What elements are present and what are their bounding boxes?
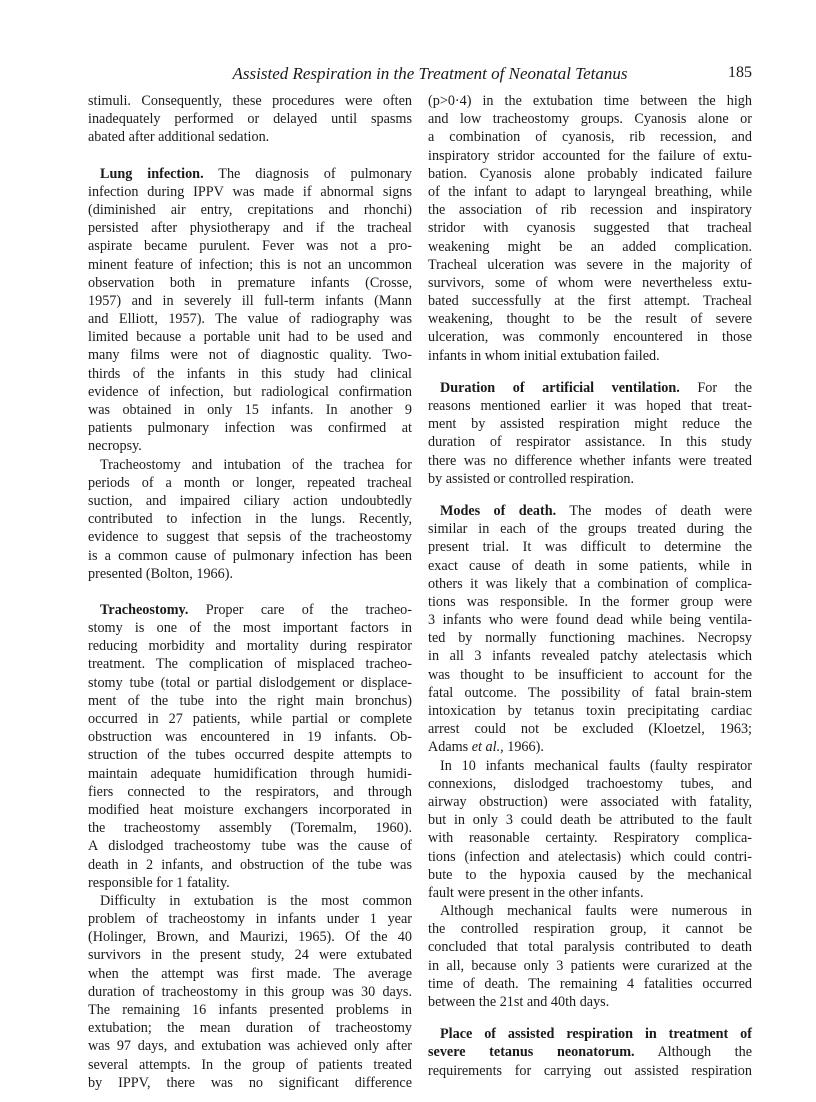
text-line: treatment. The complication of misplaced tracheo- bbox=[88, 656, 412, 673]
text-line: requirements for carrying out assisted respiration bbox=[428, 1062, 752, 1079]
text-line: fatal outcome. The possibility of fatal brain-stem bbox=[428, 684, 752, 701]
text-line: and low tracheostomy groups. Cyanosis alone or bbox=[428, 111, 752, 128]
text-line: modified heat moisture exchangers incorporated in bbox=[88, 801, 412, 818]
text-line: contributed to infection in the lungs. Recently, bbox=[88, 511, 412, 528]
text-line: by assisted or controlled respiration. bbox=[428, 470, 635, 487]
text-line: infants in whom initial extubation failed. bbox=[428, 347, 660, 364]
running-head bbox=[88, 64, 752, 86]
text-line: The remaining 16 infants presented problems in bbox=[88, 1002, 412, 1018]
text-line: bated successfully at the first attempt. Tracheal bbox=[428, 293, 752, 310]
text-line: in all 3 infants revealed patchy atelectasis which bbox=[428, 648, 752, 665]
text-line bbox=[428, 502, 752, 520]
text-line: observation both in premature infants (Crosse, bbox=[88, 274, 412, 291]
left-column bbox=[88, 92, 412, 1092]
text-line: was obtained in only 15 infants. In another 9 bbox=[88, 402, 412, 418]
text-line: stridor with cyanosis suggested that tracheal bbox=[428, 220, 752, 237]
text-line: 3 infants who were found dead while being ventila- bbox=[428, 612, 752, 629]
text-line: abated after additional sedation. bbox=[88, 129, 270, 146]
text-segment: The diagnosis of pulmonary bbox=[203, 165, 413, 182]
text-line: is a common cause of pulmonary infection has been bbox=[88, 547, 412, 564]
text-line bbox=[88, 601, 412, 619]
text-line: aspirate became purulent. Fever was not a pro- bbox=[88, 238, 412, 255]
text-line: duration of respirator assistance. In this study bbox=[428, 434, 752, 451]
text-line: the controlled respiration group, it cannot be bbox=[428, 921, 752, 938]
text-line: survivors in the present study, 24 were extubated bbox=[88, 947, 412, 964]
section-paragraph bbox=[88, 165, 412, 456]
text-line: time of death. The remaining 4 fatalities occurred bbox=[428, 975, 752, 992]
text-line: (diminished air entry, crepitations and rhonchi) bbox=[88, 201, 412, 218]
section-paragraph bbox=[428, 502, 752, 757]
running-title: Assisted Respiration in the Treatment of Neonatal Tetanus bbox=[232, 64, 628, 83]
text-line: problem of tracheostomy in infants under 1 year bbox=[88, 911, 412, 928]
text-line: survivors, some of whom were nevertheless extu- bbox=[428, 274, 752, 291]
section-heading: Place of assisted respiration in treatment of bbox=[440, 1026, 752, 1043]
text-line: with reasonable certainty. Respiratory complica- bbox=[428, 830, 752, 847]
text-line: Although mechanical faults were numerous in bbox=[440, 903, 752, 920]
section-heading: severe tetanus neonatorum. bbox=[428, 1044, 635, 1061]
text-line: in all, because only 3 patients were curarized at the bbox=[428, 957, 752, 974]
text-line: concluded that total paralysis contributed to death bbox=[428, 939, 752, 956]
section-heading: Tracheostomy. bbox=[100, 601, 189, 618]
text-line: periods of a month or longer, repeated tracheal bbox=[88, 474, 412, 491]
text-line: struction of the tubes occurred despite attempts to bbox=[88, 747, 412, 764]
text-line: inadequately performed or delayed until spasms bbox=[88, 111, 412, 128]
paragraph bbox=[428, 902, 752, 1011]
text-line: when the attempt was first made. The average bbox=[88, 965, 412, 982]
text-line: ment by assisted respiration might reduce the bbox=[428, 416, 752, 433]
paragraph bbox=[428, 757, 752, 903]
text-line: Tracheal ulceration was severe in the majority of bbox=[428, 256, 752, 273]
text-line: tions (infection and atelectasis) which could contri- bbox=[428, 848, 752, 865]
text-line: patients pulmonary infection was confirmed at bbox=[88, 420, 412, 437]
text-line bbox=[428, 1025, 752, 1043]
text-line: others it was likely that a combination of complica- bbox=[428, 575, 752, 592]
section-heading: Modes of death. bbox=[440, 502, 557, 519]
page-number: 185 bbox=[728, 64, 752, 81]
text-line bbox=[428, 738, 752, 756]
text-line: responsible for 1 fatality. bbox=[88, 874, 230, 891]
section-paragraph bbox=[428, 379, 752, 488]
text-line: necropsy. bbox=[88, 438, 142, 455]
text-line: Difficulty in extubation is the most common bbox=[100, 892, 412, 909]
text-line: death in 2 infants, and obstruction of the tube was bbox=[88, 856, 412, 873]
text-line: weakening might be an added complication. bbox=[428, 238, 752, 255]
right-column bbox=[428, 92, 752, 1080]
text-line: duration of tracheostomy in this group was 30 days. bbox=[88, 983, 412, 1000]
text-segment: For the bbox=[679, 379, 752, 396]
text-line: ted by normally functioning machines. Necropsy bbox=[428, 630, 752, 647]
text-segment: Adams bbox=[428, 739, 472, 756]
section-heading: Lung infection. bbox=[100, 165, 204, 182]
text-line: was thought to be insufficient to account for the bbox=[428, 666, 752, 683]
text-line: persisted after physiotherapy and if the tracheal bbox=[88, 220, 412, 237]
text-line: bation. Cyanosis alone probably indicated failure bbox=[428, 165, 752, 182]
text-segment: , 1966). bbox=[500, 739, 544, 756]
text-line: evidence of infection, but radiological confirmation bbox=[88, 383, 412, 400]
text-line: between the 21st and 40th days. bbox=[428, 994, 610, 1010]
italic-text: et al. bbox=[471, 739, 501, 756]
text-line: obstruction was encountered in 19 infants. Ob- bbox=[88, 729, 412, 746]
text-line: exact cause of death in some patients, while in bbox=[428, 557, 752, 574]
text-line: stomy is one of the most important factors in bbox=[88, 620, 412, 637]
text-line: ulceration, was commonly encountered in those bbox=[428, 329, 752, 346]
text-line bbox=[428, 379, 752, 397]
text-line: extubation; the mean duration of tracheostomy bbox=[88, 1020, 412, 1037]
text-line bbox=[88, 165, 412, 183]
paragraph bbox=[428, 92, 752, 365]
section-paragraph bbox=[88, 601, 412, 892]
text-line: limited because a portable unit had to be used and bbox=[88, 329, 412, 346]
text-line: 1957) and in severely ill full-term infants (Mann bbox=[88, 292, 412, 309]
text-line: of the infant to adapt to laryngeal breathing, while bbox=[428, 183, 752, 200]
text-line: infection during IPPV was made if abnormal signs bbox=[88, 183, 412, 200]
text-line: (Holinger, Brown, and Maurizi, 1965). Of the 40 bbox=[88, 929, 412, 946]
text-line: airway obstruction) were associated with fatality, bbox=[428, 793, 752, 810]
text-line: present trial. It was difficult to determine the bbox=[428, 539, 752, 556]
text-line: was 97 days, and extubation was achieved only after bbox=[88, 1038, 412, 1055]
text-line: evidence to suggest that sepsis of the tracheostomy bbox=[88, 529, 412, 546]
text-line: minent feature of infection; this is not an uncommon bbox=[88, 256, 412, 273]
text-line: a combination of cyanosis, rib recession, and bbox=[428, 129, 752, 146]
text-segment: Although the bbox=[634, 1044, 752, 1061]
text-line bbox=[428, 1043, 752, 1061]
text-line: but in only 3 could death be attributed to the fault bbox=[428, 812, 752, 829]
section-paragraph bbox=[428, 1025, 752, 1080]
text-line: weakening, thought to be the result of severe bbox=[428, 311, 752, 328]
paragraph bbox=[88, 92, 412, 147]
text-line: fault were present in the other infants. bbox=[428, 884, 644, 901]
text-line: many films were not of diagnostic quality. Two- bbox=[88, 347, 412, 364]
text-line: connexions, dislodged trachoestomy tubes, and bbox=[428, 775, 752, 792]
paragraph bbox=[88, 892, 412, 1092]
text-line: by IPPV, there was no significant difference bbox=[88, 1074, 412, 1091]
text-line: Tracheostomy and intubation of the trachea for bbox=[100, 456, 412, 473]
text-line: suction, and impaired ciliary action undoubtedly bbox=[88, 492, 412, 509]
text-line: and Elliott, 1957). The value of radiography was bbox=[88, 311, 412, 328]
text-line: several attempts. In the group of patients treated bbox=[88, 1056, 412, 1073]
text-line: (p>0·4) in the extubation time between the high bbox=[428, 93, 752, 109]
text-line: the tracheostomy assembly (Toremalm, 1960). bbox=[88, 820, 412, 837]
text-line: fiers connected to the respirators, and through bbox=[88, 783, 412, 800]
text-line: stomy tube (total or partial dislodgement or displace- bbox=[88, 674, 412, 691]
text-line: similar in each of the groups treated during the bbox=[428, 521, 752, 538]
section-heading: Duration of artificial ventilation. bbox=[440, 379, 680, 396]
paragraph bbox=[88, 456, 412, 583]
text-line: maintain adequate humidification through humidi- bbox=[88, 765, 412, 782]
text-segment: The modes of death were bbox=[556, 502, 752, 519]
text-line: thirds of the infants in this study had clinical bbox=[88, 365, 412, 382]
text-line: presented (Bolton, 1966). bbox=[88, 565, 233, 582]
text-line: In 10 infants mechanical faults (faulty respirator bbox=[440, 757, 752, 774]
text-line: intoxication by tetanus toxin precipitating cardiac bbox=[428, 703, 752, 719]
text-line: stimuli. Consequently, these procedures were often bbox=[88, 93, 412, 109]
text-line: tions was responsible. In the former group were bbox=[428, 593, 752, 610]
text-line: reasons mentioned earlier it was hoped that treat- bbox=[428, 398, 752, 414]
text-line: inspiratory stridor accounted for the failure of extu- bbox=[428, 147, 752, 164]
text-line: reducing morbidity and mortality during respirator bbox=[88, 638, 412, 655]
text-line: A dislodged tracheostomy tube was the cause of bbox=[88, 838, 412, 855]
text-segment: Proper care of the tracheo- bbox=[188, 601, 412, 618]
text-line: there was no difference whether infants were treated bbox=[428, 452, 752, 469]
text-line: the association of rib recession and inspiratory bbox=[428, 202, 752, 219]
text-line: ment of the tube into the right main bronchus) bbox=[88, 692, 412, 709]
text-line: bute to the hypoxia caused by the mechanical bbox=[428, 866, 752, 883]
text-line: occurred in 27 patients, while partial or complete bbox=[88, 711, 412, 727]
text-line: arrest could not be excluded (Kloetzel, 1963; bbox=[428, 721, 752, 738]
